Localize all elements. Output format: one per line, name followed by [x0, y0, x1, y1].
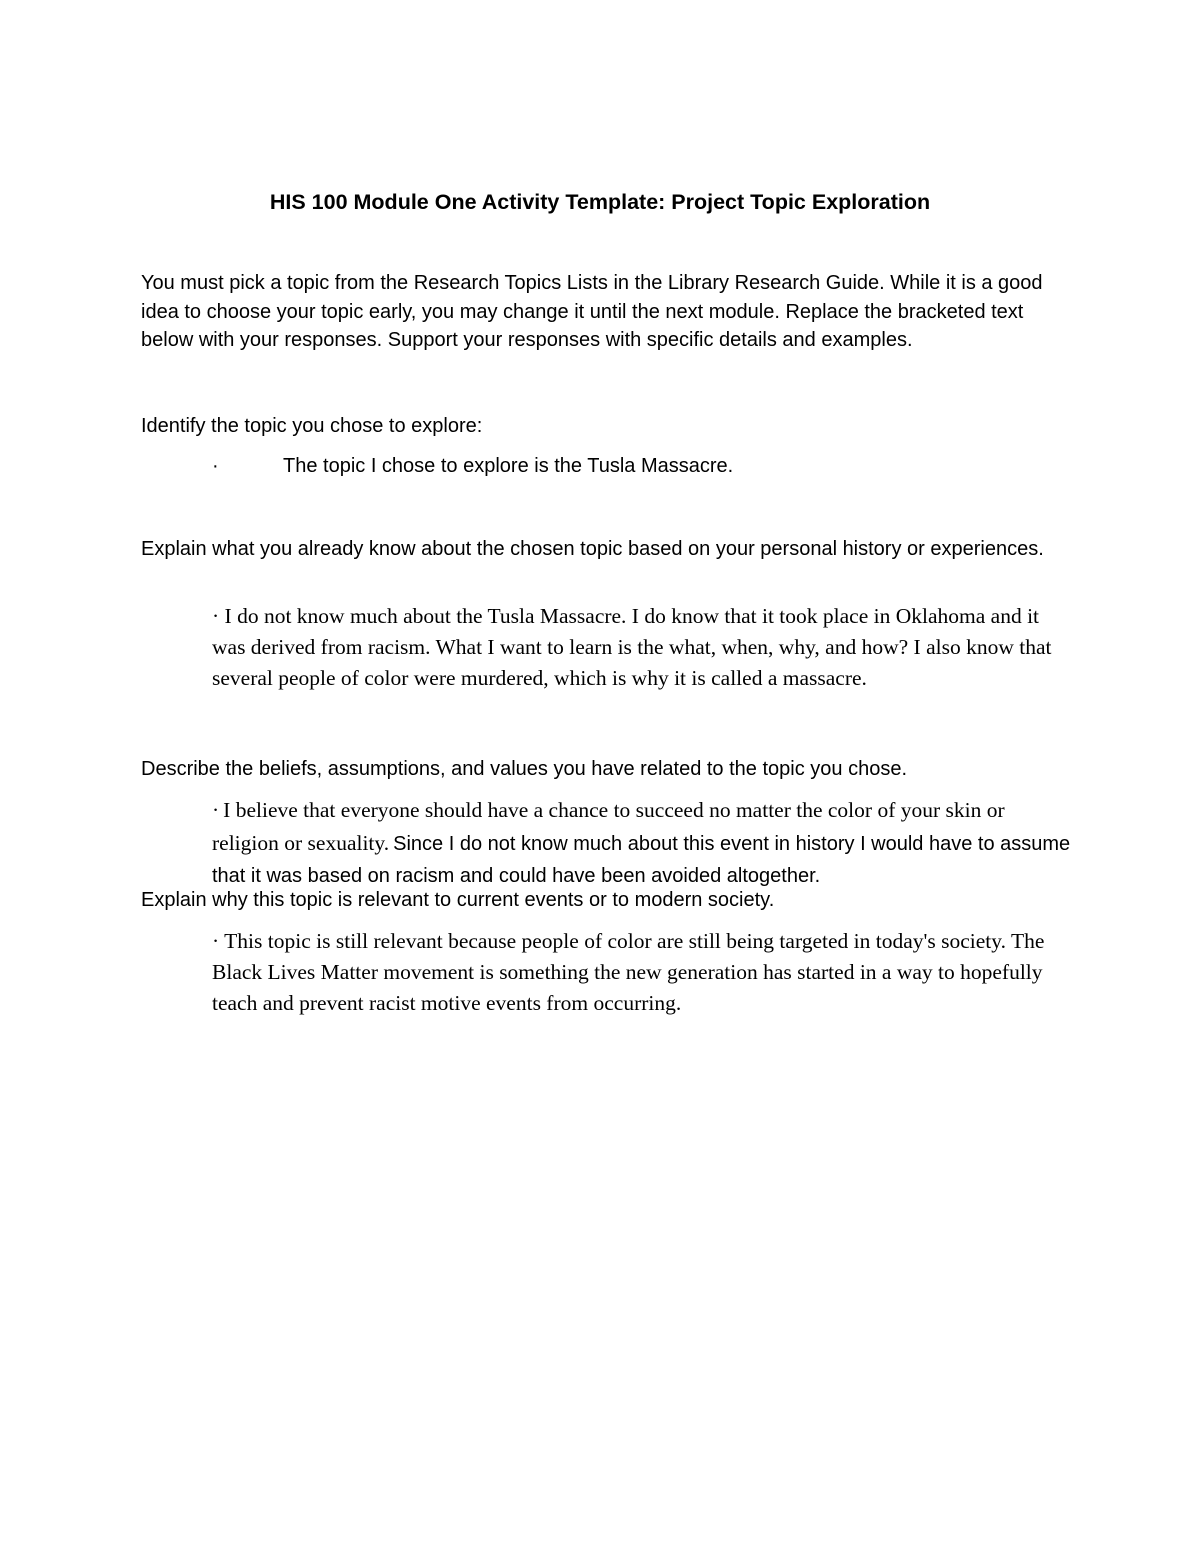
bullet-icon: · [212, 455, 219, 477]
prompt-topic: Identify the topic you chose to explore: [141, 415, 483, 437]
prompt-relevance: Explain why this topic is relevant to current events or to modern society. [141, 889, 775, 911]
answer-beliefs-serif-text: I believe that everyone should have a chance to succeed no matter the color of your skin or religion or sexuality. [212, 798, 1005, 855]
prompt-beliefs: Describe the beliefs, assumptions, and values you have related to the topic you chose. [141, 758, 908, 780]
bullet-icon: · [212, 929, 220, 953]
answer-beliefs-sans-text: Since I do not know much about this event in history I would have to assume that it was based on racism and could have been avoided altogether. [212, 833, 1071, 887]
answer-beliefs [212, 795, 1072, 893]
answer-prior-knowledge-text: I do not know much about the Tusla Massacre. I do know that it took place in Oklahoma and it was derived from racism. What I want to learn is the what, when, why, and how? I also know that several people of color were murdered, which is why it is called a massacre. [212, 604, 1052, 690]
intro-paragraph: You must pick a topic from the Research Topics Lists in the Library Research Guide. While it is a good idea to choose your topic early, you may change it until the next module. Replace the bracketed text below with your responses. Support your responses with specific details and examples. [141, 272, 1043, 351]
answer-topic [212, 452, 1072, 480]
answer-prior-knowledge [212, 601, 1072, 694]
prompt-prior-knowledge: Explain what you already know about the chosen topic based on your personal history or experiences. [141, 538, 1044, 560]
answer-relevance-text: This topic is still relevant because people of color are still being targeted in today's society. The Black Lives Matter movement is something the new generation has started in a way to hopefully teach and prevent racist motive events from occurring. [212, 929, 1045, 1015]
bullet-icon: · [212, 798, 220, 822]
answer-topic-text: The topic I chose to explore is the Tusla Massacre. [283, 455, 734, 477]
document-title: HIS 100 Module One Activity Template: Project Topic Exploration [269, 190, 931, 214]
bullet-icon: · [212, 604, 220, 628]
answer-relevance [212, 926, 1072, 1019]
